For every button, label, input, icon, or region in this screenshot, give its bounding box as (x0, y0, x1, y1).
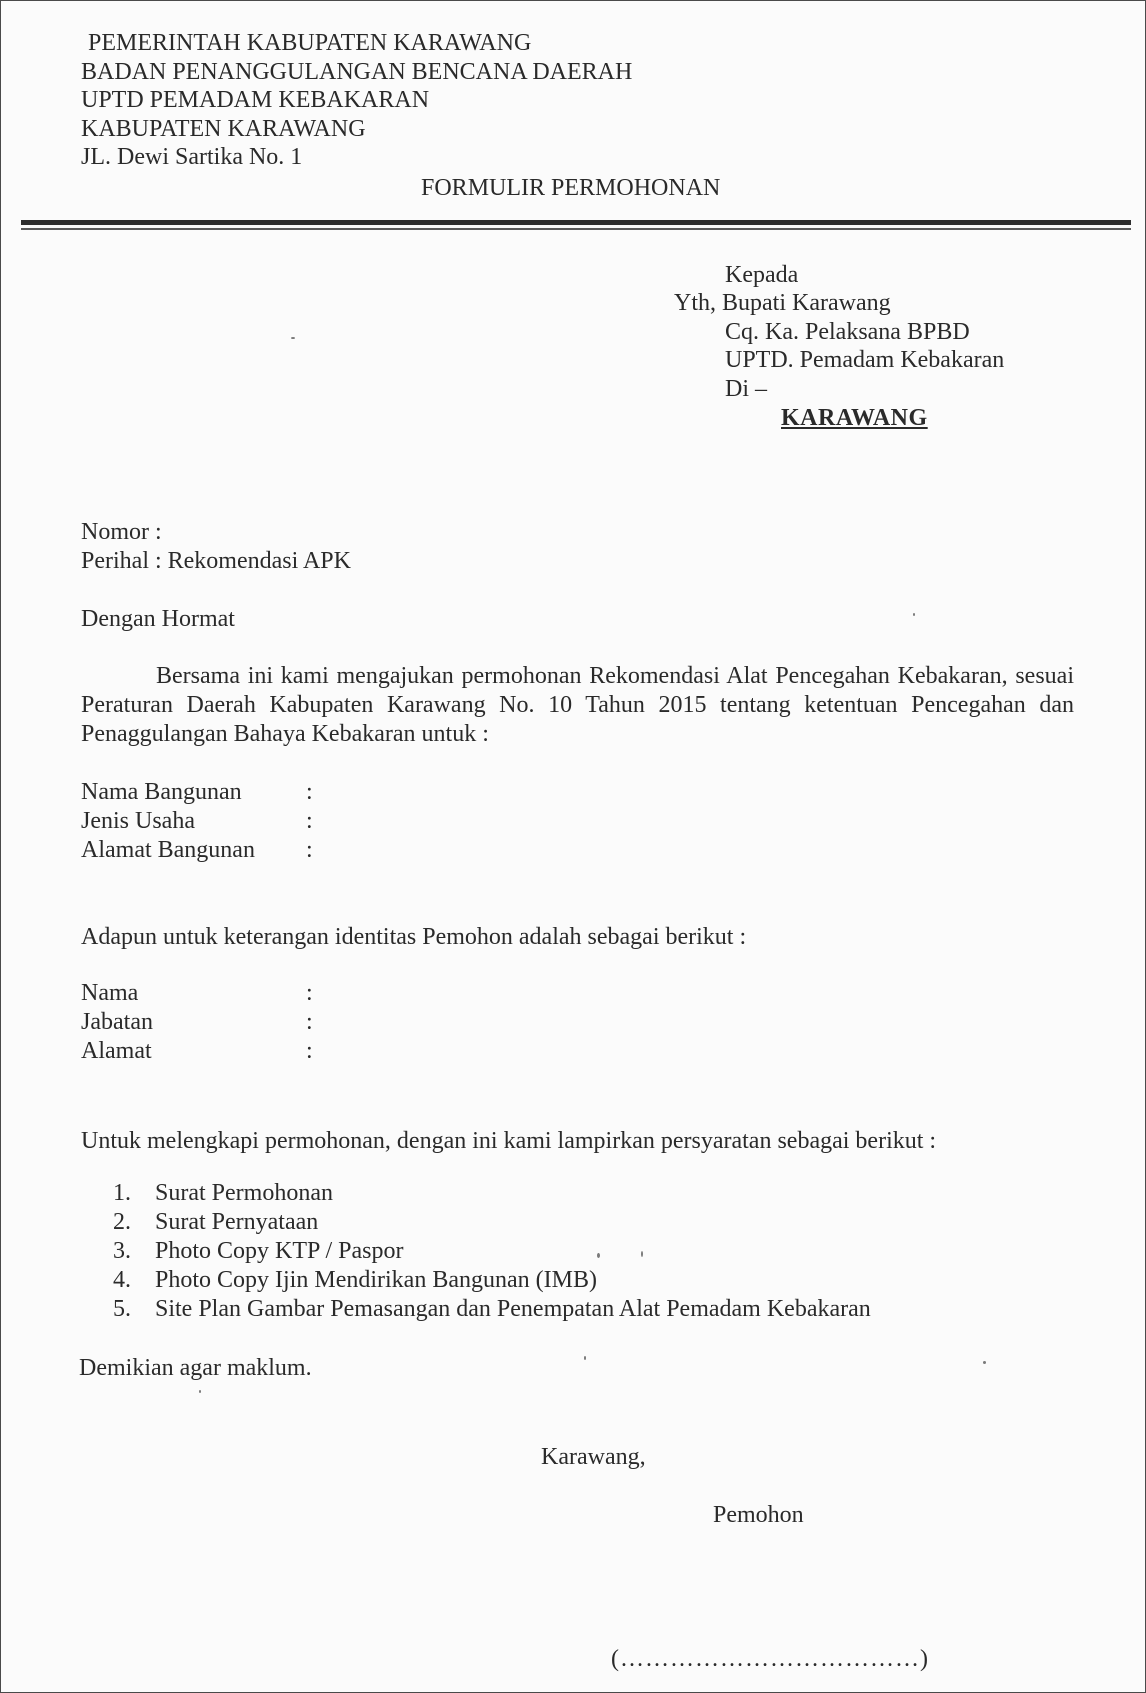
header-divider-thick (21, 220, 1131, 225)
recipient-di: Di – (725, 376, 767, 402)
scan-speck (597, 1253, 600, 1258)
field-nama (81, 979, 326, 1007)
field-label: Nama (81, 980, 139, 1006)
requirements-intro: Untuk melengkapi permohonan, dengan ini kami lampirkan persyaratan sebagai berikut : (81, 1128, 937, 1154)
header-line-government: PEMERINTAH KABUPATEN KARAWANG (88, 30, 532, 56)
list-item-number: 4. (113, 1267, 131, 1293)
list-item (113, 1208, 871, 1237)
header-line-agency: BADAN PENANGGULANGAN BENCANA DAERAH (81, 59, 633, 85)
letter-subject: Perihal : Rekomendasi APK (81, 548, 351, 574)
list-item-number: 2. (113, 1209, 131, 1235)
signature-place: Karawang, (541, 1444, 646, 1470)
field-colon: : (306, 1009, 313, 1035)
field-jabatan (81, 1008, 326, 1036)
recipient-uptd: UPTD. Pemadam Kebakaran (725, 347, 1005, 373)
signature-role: Pemohon (713, 1502, 804, 1528)
field-colon: : (306, 1038, 313, 1064)
scan-speck (199, 1390, 201, 1393)
header-divider-thin (21, 228, 1131, 230)
list-item-text: Photo Copy Ijin Mendirikan Bangunan (IMB) (155, 1267, 597, 1293)
scan-speck (983, 1361, 986, 1364)
recipient-kepada: Kepada (725, 262, 799, 288)
scan-speck (584, 1356, 586, 1360)
field-label: Jabatan (81, 1009, 153, 1035)
field-colon: : (306, 808, 313, 834)
form-title: FORMULIR PERMOHONAN (421, 175, 721, 201)
list-item (113, 1179, 871, 1208)
field-alamat (81, 1037, 326, 1065)
field-label: Nama Bangunan (81, 779, 242, 805)
field-label: Jenis Usaha (81, 808, 195, 834)
scan-speck (641, 1251, 643, 1257)
signature-name-placeholder: (………………………………) (611, 1646, 929, 1672)
header-line-address: JL. Dewi Sartika No. 1 (81, 144, 303, 170)
list-item (113, 1295, 871, 1324)
list-item-number: 5. (113, 1296, 131, 1322)
list-item-number: 3. (113, 1238, 131, 1264)
list-item-text: Photo Copy KTP / Paspor (155, 1238, 404, 1264)
list-item-text: Surat Pernyataan (155, 1209, 319, 1235)
field-colon: : (306, 837, 313, 863)
list-item (113, 1237, 871, 1266)
header-line-unit: UPTD PEMADAM KEBAKARAN (81, 87, 430, 113)
letter-number: Nomor : (81, 519, 162, 545)
field-colon: : (306, 980, 313, 1006)
field-nama-bangunan (81, 778, 326, 806)
field-label: Alamat (81, 1038, 152, 1064)
field-colon: : (306, 779, 313, 805)
requirements-list (113, 1179, 871, 1324)
field-label: Alamat Bangunan (81, 837, 255, 863)
list-item-text: Site Plan Gambar Pemasangan dan Penempatan Alat Pemadam Kebakaran (155, 1296, 871, 1322)
recipient-city: KARAWANG (781, 405, 928, 431)
scan-speck (291, 337, 295, 339)
list-item (113, 1266, 871, 1295)
recipient-cq: Cq. Ka. Pelaksana BPBD (725, 319, 970, 345)
scan-speck (913, 613, 915, 616)
header-line-regency: KABUPATEN KARAWANG (81, 116, 366, 142)
field-alamat-bangunan (81, 836, 326, 864)
closing-statement: Demikian agar maklum. (79, 1355, 312, 1381)
applicant-intro: Adapun untuk keterangan identitas Pemohon adalah sebagai berikut : (81, 924, 747, 950)
body-paragraph: Bersama ini kami mengajukan permohonan Rekomendasi Alat Pencegahan Kebakaran, sesuai Peraturan Daerah Kabupaten Karawang No. 10 Tahun 2015 tentang ketentuan Pencegahan dan Penaggulangan Bahaya Kebakaran untuk : (81, 663, 1074, 747)
list-item-text: Surat Permohonan (155, 1180, 333, 1206)
list-item-number: 1. (113, 1180, 131, 1206)
recipient-yth: Yth, Bupati Karawang (674, 290, 891, 316)
salutation: Dengan Hormat (81, 606, 235, 632)
field-jenis-usaha (81, 807, 326, 835)
